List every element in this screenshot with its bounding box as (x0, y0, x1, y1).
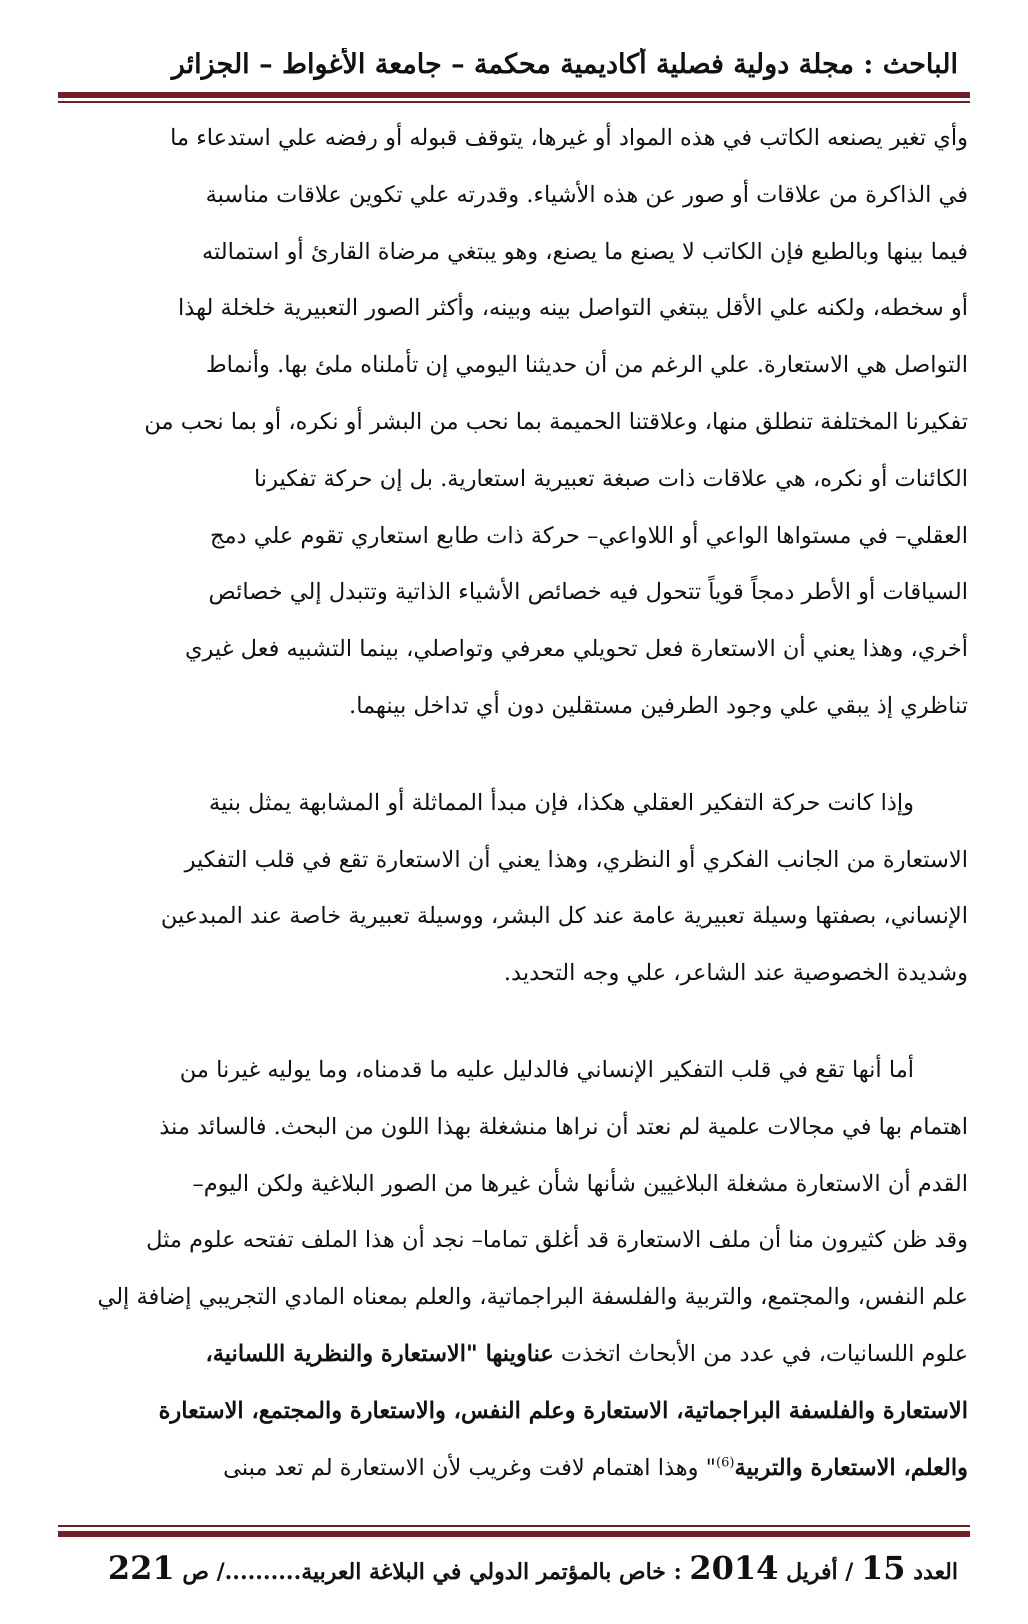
body-line: وأي تغير يصنعه الكاتب في هذه المواد أو غيرها، يتوقف قبوله أو رفضه علي استدعاء ما (170, 125, 968, 151)
body-line: وإذا كانت حركة التفكير العقلي هكذا، فإن مبدأ المماثلة أو المشابهة يمثل بنية (209, 789, 914, 816)
running-header: الباحث : مجلة دولية فصلية أكاديمية محكمة – جامعة الأغواط – الجزائر (171, 49, 958, 80)
body-line: التواصل هي الاستعارة. علي الرغم من أن حديثنا اليومي إن تأملناه ملئ بها. وأنماط (205, 352, 968, 379)
header-rule-thick (58, 92, 970, 98)
issue-month: / أفريل (786, 1559, 854, 1585)
body-line: فيما بينها وبالطبع فإن الكاتب لا يصنع ما يصنع، وهو يبتغي مرضاة القارئ أو استمالته (201, 238, 968, 265)
body-line: أما أنها تقع في قلب التفكير الإنساني فالدليل عليه ما قدمناه، وما يوليه غيرنا من (179, 1056, 914, 1083)
body-line: أخري، وهذا يعني أن الاستعارة فعل تحويلي معرفي وتواصلي، بينما التشبيه فعل غيري (184, 636, 968, 663)
running-footer (70, 1548, 958, 1592)
issue-number: 15 (861, 1549, 906, 1587)
body-line-mixed (60, 1326, 968, 1383)
body-line: علم النفس، والمجتمع، والتربية والفلسفة البراجماتية، والعلم بمعناه المادي التجريبي إضافة إلي (97, 1284, 968, 1311)
special-issue-note: : خاص بالمؤتمر الدولي في البلاغة العربية........../ ص (182, 1559, 682, 1585)
body-line: الاستعارة من الجانب الفكري أو النظري، وهذا يعني أن الاستعارة تقع في قلب التفكير (184, 846, 968, 873)
body-line: السياقات أو الأطر دمجاً قوياً تتحول فيه خصائص الأشياء الذاتية وتتبدل إلي خصائص (208, 579, 968, 606)
body-line: وشديدة الخصوصية عند الشاعر، علي وجه التحديد. (503, 960, 968, 987)
issue-year: 2014 (689, 1549, 779, 1587)
page-number: 221 (107, 1549, 175, 1587)
body-text (60, 110, 968, 1496)
body-line: العقلي– في مستواها الواعي أو اللاواعي– حركة ذات طابع استعاري تقوم علي دمج (209, 522, 968, 549)
issue-label: العدد (913, 1559, 958, 1585)
body-line: اهتمام بها في مجالات علمية لم نعتد أن نراها منشغلة بهذا اللون من البحث. فالسائد منذ (159, 1113, 968, 1140)
bold-titles-run: والعلم، الاستعارة والتربية (734, 1454, 968, 1481)
body-line: أو سخطه، ولكنه علي الأقل يبتغي التواصل بينه وبينه، وأكثر الصور التعبيرية خلخلة لهذا (178, 295, 968, 322)
body-line: تناظري إذ يبقي علي وجود الطرفين مستقلين دون أي تداخل بينهما. (349, 692, 968, 719)
header-rule-thin (58, 101, 970, 103)
body-line: الكائنات أو نكره، هي علاقات ذات صبغة تعبيرية استعارية. بل إن حركة تفكيرنا (253, 465, 968, 492)
bold-titles-run: عناوينها "الاستعارة والنظرية اللسانية، (205, 1340, 554, 1367)
body-line-mixed (60, 1440, 968, 1497)
body-line: الإنساني، بصفتها وسيلة تعبيرية عامة عند كل البشر، ووسيلة تعبيرية خاصة عند المبدعين (160, 903, 968, 930)
body-line: القدم أن الاستعارة مشغلة البلاغيين شأنها شأن غيرها من الصور البلاغية ولكن اليوم– (192, 1170, 968, 1197)
paragraph-gap (60, 735, 968, 775)
body-text-run: علوم اللسانيات، في عدد من الأبحاث اتخذت (553, 1340, 968, 1367)
footnote-reference: (6) (716, 1455, 735, 1471)
footer-rule-thin (58, 1525, 970, 1527)
body-line: تفكيرنا المختلفة تنطلق منها، وعلاقتنا الحميمة بما نحب من البشر أو نكره، أو بما نحب من (144, 408, 968, 435)
bold-titles-line: الاستعارة والفلسفة البراجماتية، الاستعارة وعلم النفس، والاستعارة والمجتمع، الاستعارة (158, 1397, 968, 1424)
footer-rule-thick (58, 1531, 970, 1537)
body-line: في الذاكرة من علاقات أو صور عن هذه الأشياء. وقدرته علي تكوين علاقات مناسبة (205, 181, 968, 208)
body-line: وقد ظن كثيرون منا أن ملف الاستعارة قد أغلق تماما– نجد أن هذا الملف تفتحه علوم مثل (146, 1227, 968, 1254)
paragraph-gap (60, 1002, 968, 1042)
body-text-run: " وهذا اهتمام لافت وغريب لأن الاستعارة لم تعد مبنى (223, 1454, 716, 1481)
